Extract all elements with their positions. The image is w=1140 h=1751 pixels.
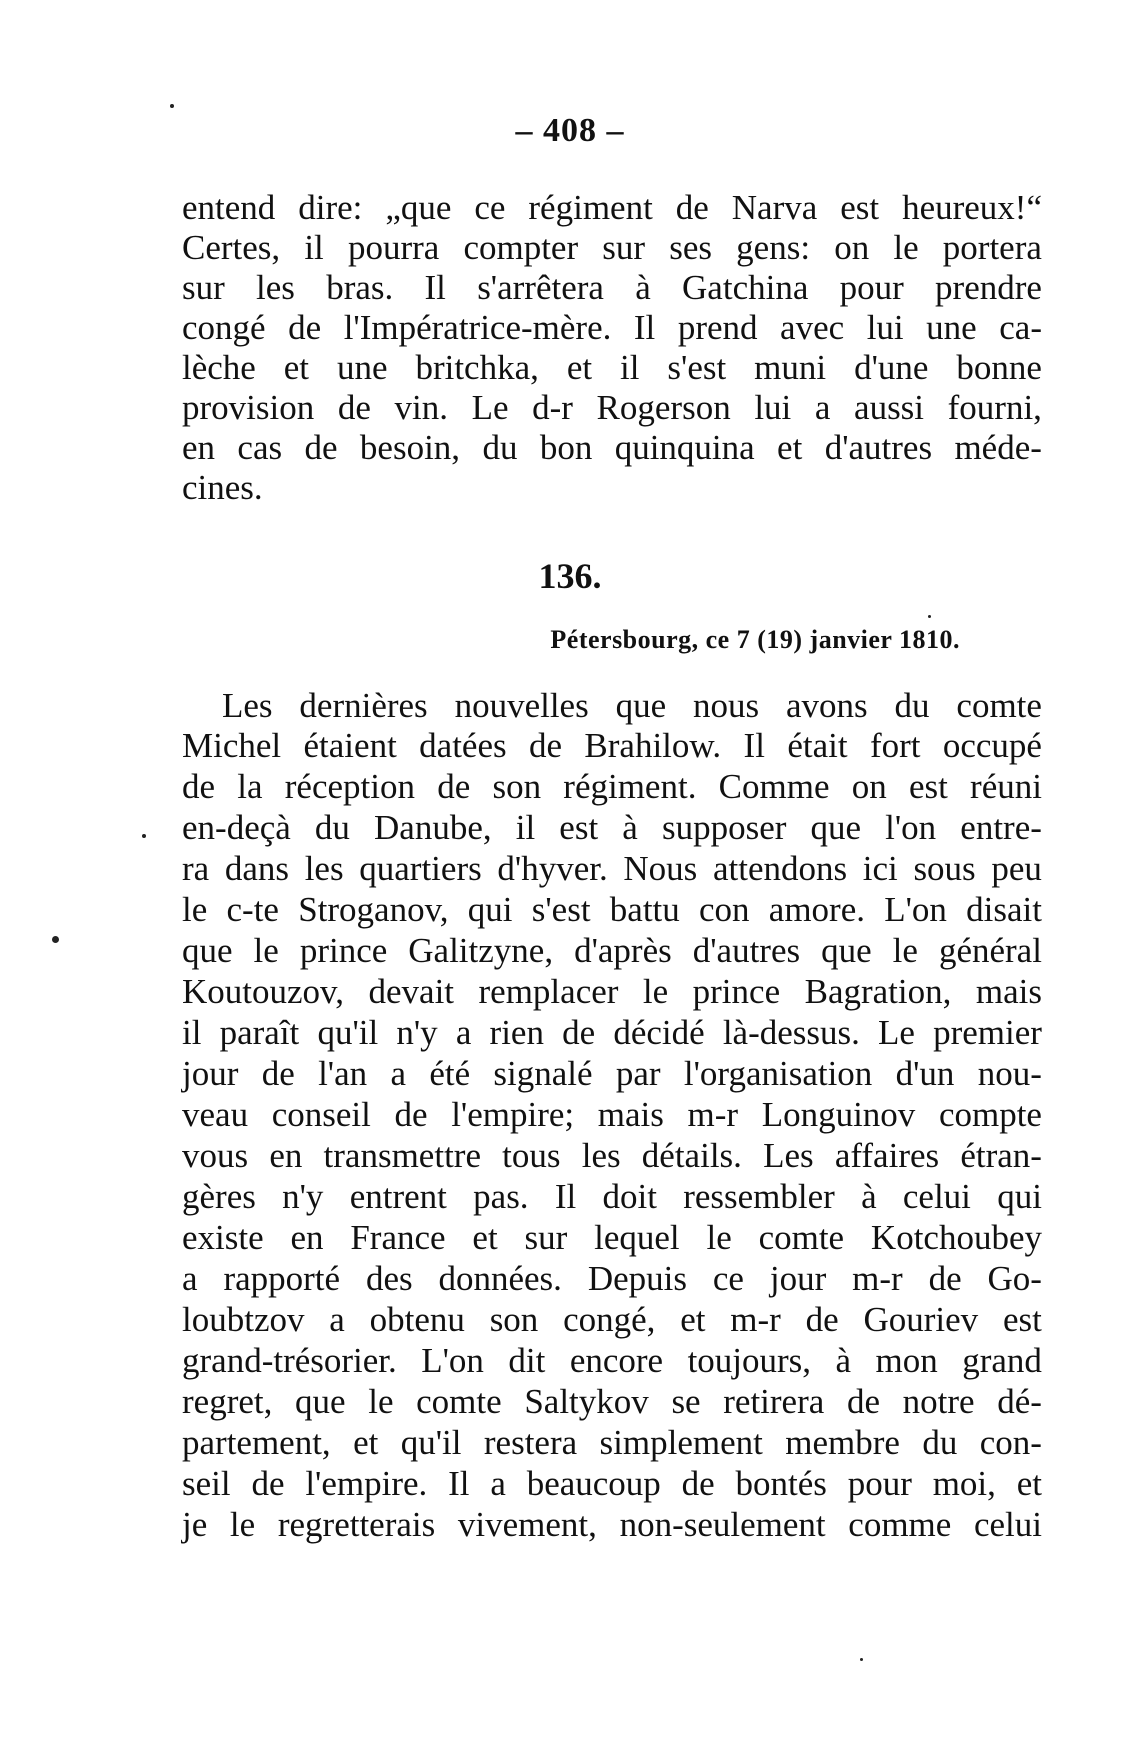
text-line: Les dernières nouvelles que nous avons du comte [222,686,1042,725]
text-line: veau conseil de l'empire; mais m-r Longuinov compte [182,1095,1042,1134]
text-line: ra dans les quartiers d'hyver. Nous attendons ici sous peu [182,849,1042,888]
text-line: de la réception de son régiment. Comme on est réuni [182,767,1042,806]
text-line: regret, que le comte Saltykov se retirera de notre dé- [182,1382,1042,1421]
text-line: il paraît qu'il n'y a rien de décidé là-dessus. Le premier [182,1013,1042,1052]
text-line: cines. [182,468,263,507]
page-number: – 408 – [515,112,625,149]
text-line: congé de l'Impératrice-mère. Il prend avec lui une ca- [182,308,1042,347]
text-line: Certes, il pourra compter sur ses gens: on le portera [182,228,1042,267]
scan-speck [928,615,931,618]
text-line: seil de l'empire. Il a beaucoup de bontés pour moi, et [182,1464,1042,1503]
text-line: partement, et qu'il restera simplement membre du con- [182,1423,1042,1462]
text-line: loubtzov a obtenu son congé, et m-r de Gouriev est [182,1300,1042,1339]
text-line: grand-trésorier. L'on dit encore toujours, à mon grand [182,1341,1042,1380]
text-line: gères n'y entrent pas. Il doit ressembler à celui qui [182,1177,1042,1216]
text-line: en-deçà du Danube, il est à supposer que l'on entre- [182,808,1042,847]
text-line: Koutouzov, devait remplacer le prince Bagration, mais [182,972,1042,1011]
text-line: je le regretterais vivement, non-seulement comme celui [182,1505,1042,1544]
scan-speck [142,834,146,838]
text-line: lèche et une britchka, et il s'est muni d'une bonne [182,348,1042,387]
text-line: en cas de besoin, du bon quinquina et d'autres méde- [182,428,1042,467]
letter-number: 136. [538,556,602,596]
text-line: a rapporté des données. Depuis ce jour m-r de Go- [182,1259,1042,1298]
text-line: provision de vin. Le d-r Rogerson lui a aussi fourni, [182,388,1042,427]
scan-speck [170,104,174,108]
letter-dateline: Pétersbourg, ce 7 (19) janvier 1810. [550,625,960,654]
text-line: entend dire: „que ce régiment de Narva est heureux!“ [182,188,1042,227]
scan-speck [860,1658,863,1661]
text-line: que le prince Galitzyne, d'après d'autres que le général [182,931,1042,970]
text-line: sur les bras. Il s'arrêtera à Gatchina pour prendre [182,268,1042,307]
text-line: vous en transmettre tous les détails. Les affaires étran- [182,1136,1042,1175]
text-line: le c-te Stroganov, qui s'est battu con amore. L'on disait [182,890,1042,929]
scan-speck [52,936,59,943]
text-line: Michel étaient datées de Brahilow. Il était fort occupé [182,726,1042,765]
text-line: existe en France et sur lequel le comte Kotchoubey [182,1218,1042,1257]
text-line: jour de l'an a été signalé par l'organisation d'un nou- [182,1054,1042,1093]
